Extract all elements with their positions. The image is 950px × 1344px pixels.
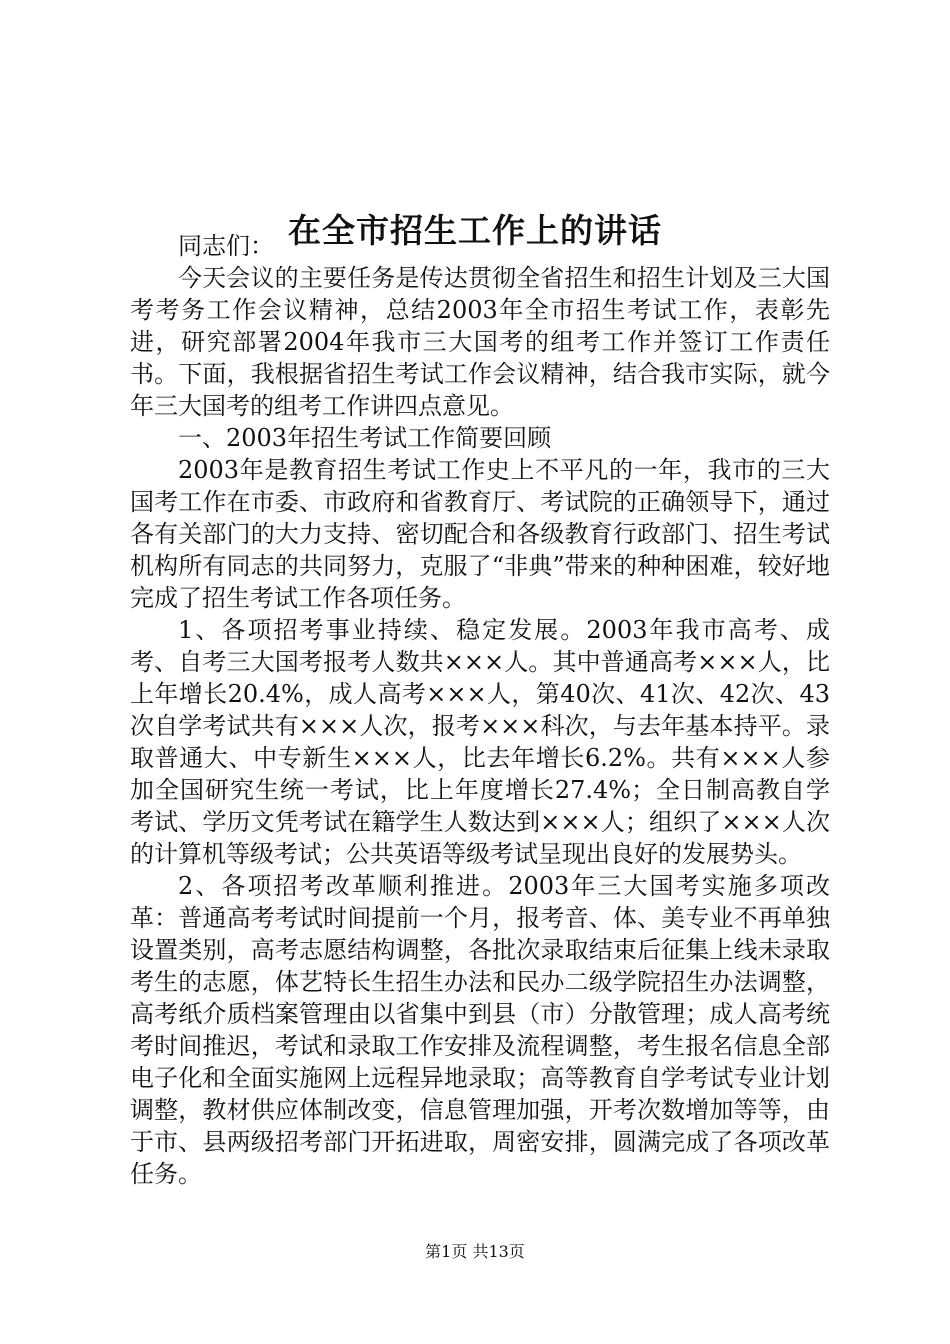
point-one-paragraph: 1、各项招考事业持续、稳定发展。2003年我市高考、成考、自考三大国考报考人数共×××人。其中普通高考×××人，比上年增长20.4%，成人高考×××人，第40次、41次、42次、43次自学考试共有×××人次，报考×××科次，与去年基本持平。录取普通大、中专新生×××人，比去年增长6.2%。共有×××人参加全国研究生统一考试，比上年度增长27.4%；全日制高教自学考试、学历文凭考试在籍学生人数达到×××人；组织了×××人次的计算机等级考试；公共英语等级考试呈现出良好的发展势头。	[130, 616, 830, 868]
intro-paragraph: 今天会议的主要任务是传达贯彻全省招生和招生计划及三大国考考务工作会议精神，总结2003年全市招生考试工作，表彰先进，研究部署2004年我市三大国考的组考工作并签订工作责任书。下面，我根据省招生考试工作会议精神，结合我市实际，就今年三大国考的组考工作讲四点意见。	[130, 264, 830, 420]
salutation-paragraph: 同志们：	[178, 232, 274, 260]
point-two-paragraph: 2、各项招考改革顺利推进。2003年三大国考实施多项改革：普通高考考试时间提前一个月，报考音、体、美专业不再单独设置类别，高考志愿结构调整，各批次录取结束后征集上线未录取考生的志愿，体艺特长生招生办法和民办二级学院招生办法调整，高考纸介质档案管理由以省集中到县（市）分散管理；成人高考统考时间推迟，考试和录取工作安排及流程调整，考生报名信息全部电子化和全面实施网上远程异地录取；高等教育自学考试专业计划调整，教材供应体制改变，信息管理加强，开考次数增加等等，由于市、县两级招考部门开拓进取，周密安排，圆满完成了各项改革任务。	[130, 872, 830, 1188]
document-body	[130, 230, 830, 1190]
section-heading: 一、2003年招生考试工作简要回顾	[178, 424, 552, 452]
page-footer: 第1页 共13页	[425, 1242, 525, 1261]
document-title: 在全市招生工作上的讲话	[288, 211, 662, 251]
review-paragraph: 2003年是教育招生考试工作史上不平凡的一年，我市的三大国考工作在市委、市政府和省教育厅、考试院的正确领导下，通过各有关部门的大力支持、密切配合和各级教育行政部门、招生考试机构所有同志的共同努力，克服了“非典”带来的种种困难，较好地完成了招生考试工作各项任务。	[130, 456, 830, 612]
